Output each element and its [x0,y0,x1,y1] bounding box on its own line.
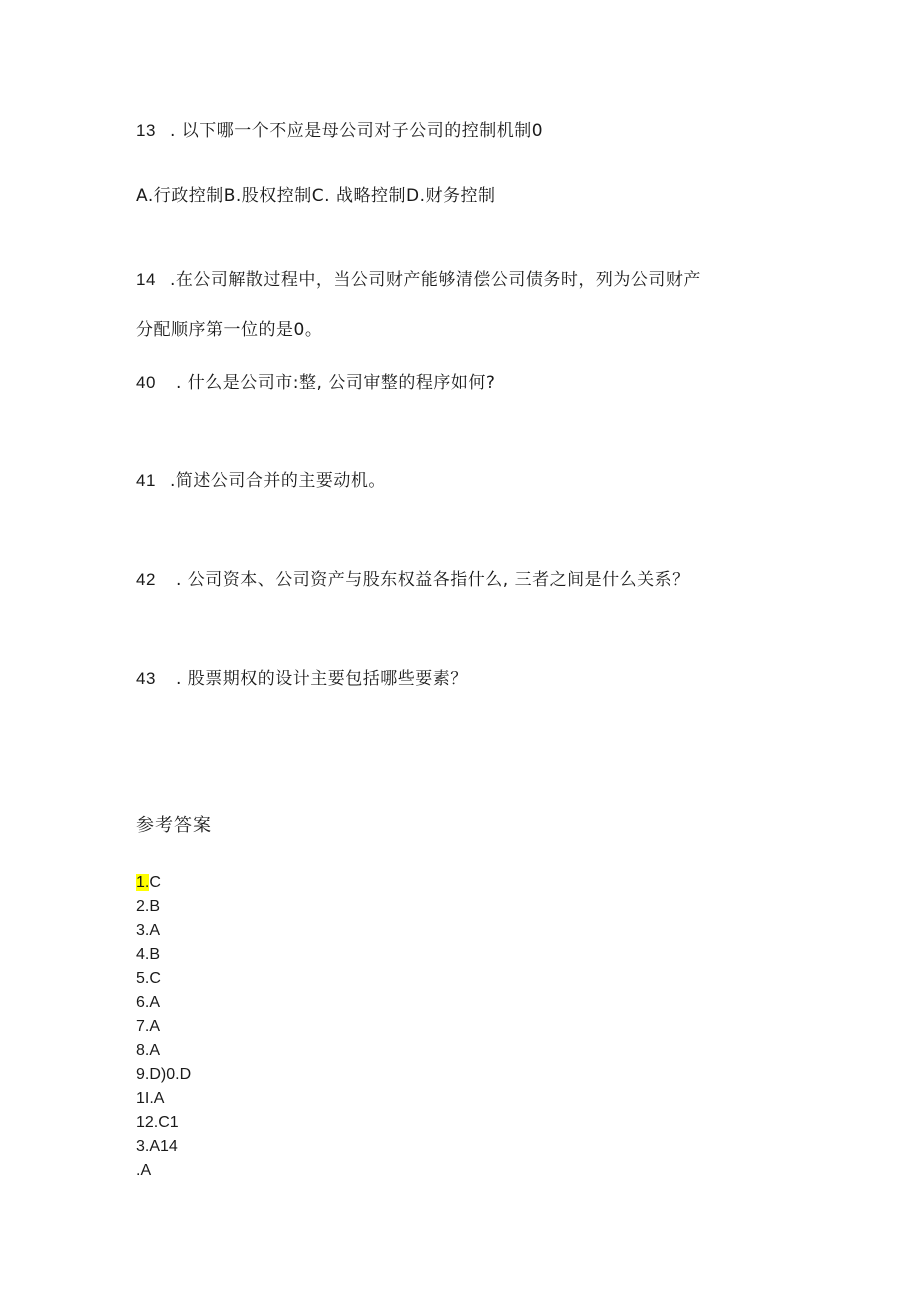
answer-item: 3.A14 [136,1138,178,1155]
answer-item: 3.A [136,922,161,939]
question-text: . 以下哪一个不应是母公司对子公司的控制机制0 [170,121,544,141]
question-13 [136,116,543,141]
question-number: 42 [136,570,156,589]
question-43 [136,664,468,689]
answers-heading: 参考答案 [136,815,212,836]
question-number: 40 [136,373,156,392]
answer-item: 1I.A [136,1090,165,1107]
answer-item: 4.B [136,946,161,963]
answer-item: 6.A [136,994,161,1011]
question-text: . 什么是公司市:整, 公司审整的程序如何? [176,373,496,393]
question-number: 14 [136,270,156,289]
question-number: 13 [136,121,156,140]
question-text: . 公司资本、公司资产与股东权益各指什么, 三者之间是什么关系？ [176,570,690,590]
answer-item: 2.B [136,898,161,915]
question-text: . 股票期权的设计主要包括哪些要素？ [176,669,468,689]
question-41 [136,466,386,491]
highlighted-text: 1. [136,874,150,891]
question-number: 41 [136,471,156,490]
question-text: .简述公司合并的主要动机。 [170,471,386,491]
answer-item: 8.A [136,1042,161,1059]
question-text-continuation: 分配顺序第一位的是0。 [136,320,323,340]
answer-item: 5.C [136,970,161,987]
question-number: 43 [136,669,156,688]
answer-item: 1.C [136,874,161,891]
answer-item: 9.D)0.D [136,1066,192,1083]
question-text: .在公司解散过程中，当公司财产能够清偿公司债务时，列为公司财产 [170,270,701,290]
answer-item: 12.C1 [136,1114,179,1131]
answer-list [136,871,191,1183]
answer-item: .A [136,1162,152,1179]
question-42 [136,565,690,590]
question-13-options [136,181,495,206]
question-40 [136,368,495,393]
question-14 [136,265,701,290]
answer-item: 7.A [136,1018,161,1035]
options-text: A.行政控制B.股权控制C. 战略控制D.财务控制 [136,186,496,206]
question-14-continuation [136,315,322,340]
